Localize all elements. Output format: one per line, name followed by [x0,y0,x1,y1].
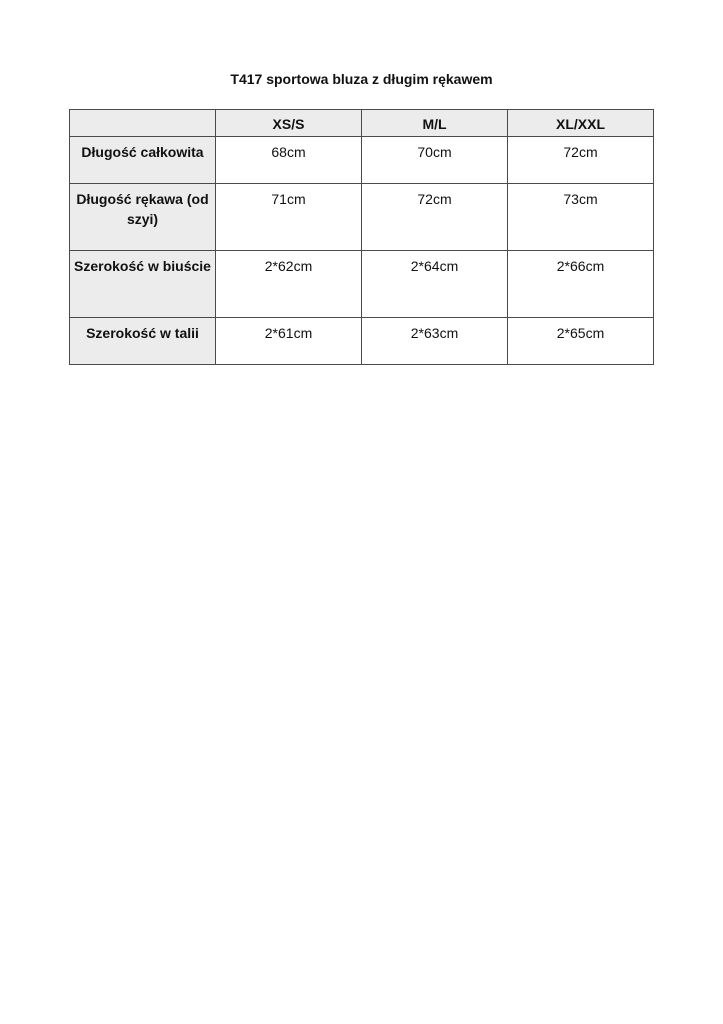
header-cell-empty [70,110,216,137]
table-header-row [70,110,654,137]
table-cell: 2*66cm [508,251,654,318]
row-label: Długość całkowita [70,137,216,184]
table-cell: 2*65cm [508,318,654,365]
table-row [70,184,654,251]
table-row [70,251,654,318]
table-row [70,318,654,365]
page-title: T417 sportowa bluza z długim rękawem [230,71,493,87]
header-cell-xl-xxl: XL/XXL [508,110,654,137]
size-table [69,109,654,365]
row-label: Długość rękawa (od szyi) [70,184,216,251]
table-cell: 72cm [508,137,654,184]
row-label: Szerokość w talii [70,318,216,365]
table-cell: 70cm [362,137,508,184]
table-cell: 72cm [362,184,508,251]
table-row [70,137,654,184]
table-cell: 2*63cm [362,318,508,365]
table-cell: 2*62cm [216,251,362,318]
header-cell-xs-s: XS/S [216,110,362,137]
row-label: Szerokość w biuście [70,251,216,318]
table-cell: 71cm [216,184,362,251]
table-cell: 2*64cm [362,251,508,318]
header-cell-m-l: M/L [362,110,508,137]
table-cell: 68cm [216,137,362,184]
table-cell: 2*61cm [216,318,362,365]
table-cell: 73cm [508,184,654,251]
